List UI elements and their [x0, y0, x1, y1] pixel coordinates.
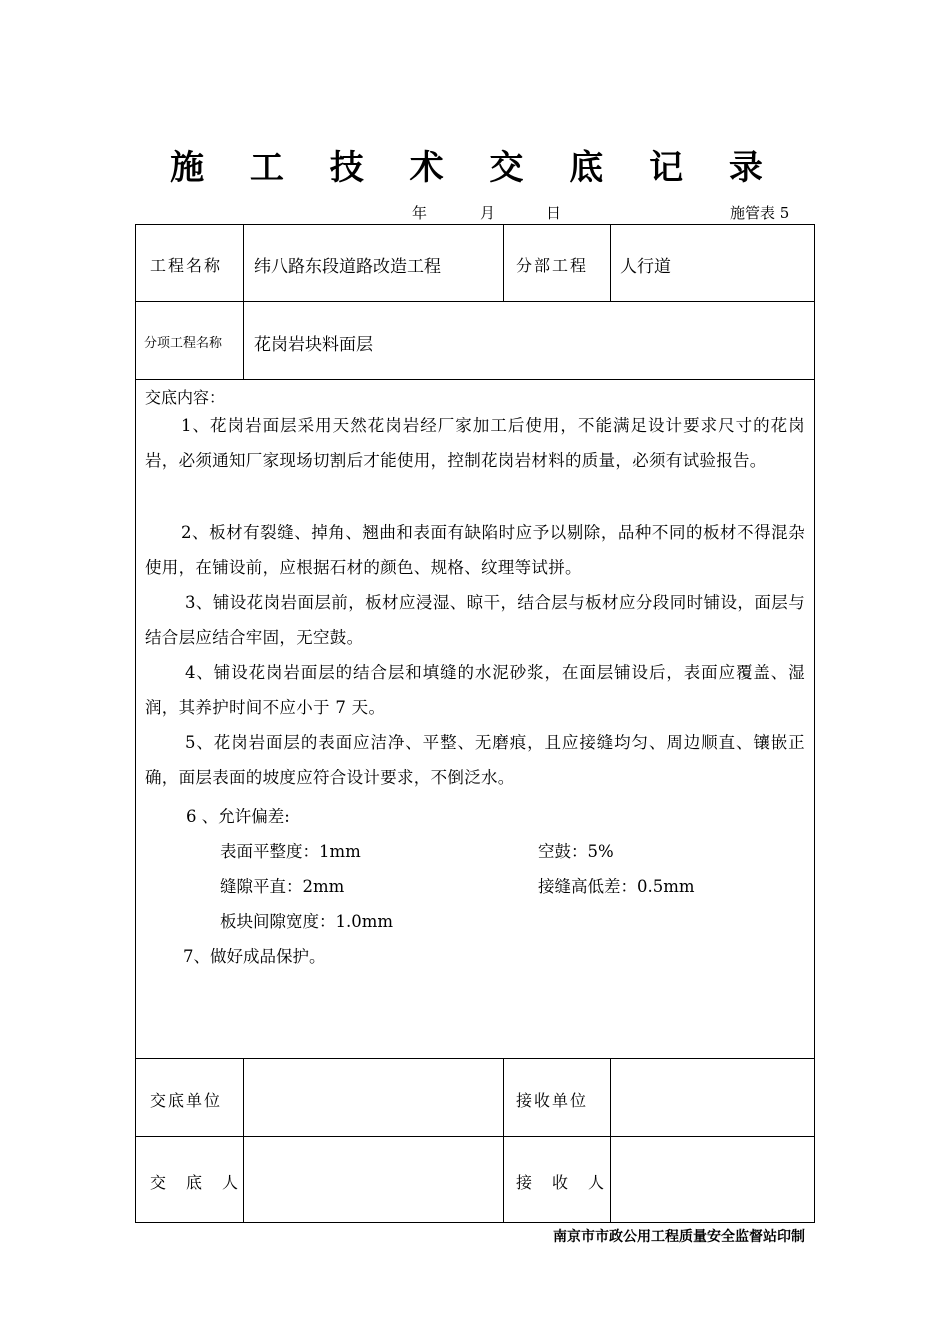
- paragraph-4: 4、铺设花岗岩面层的结合层和填缝的水泥砂浆，在面层铺设后，表面应覆盖、湿润，其养护时间不应小于 7 天。: [145, 663, 805, 717]
- project-name-label: 工程名称: [150, 256, 223, 275]
- paragraph-1: 1、花岗岩面层采用天然花岗岩经厂家加工后使用，不能满足设计要求尺寸的花岗岩，必须通知厂家现场切割后才能使用，控制花岗岩材料的质量，必须有试验报告。: [145, 416, 805, 470]
- row-divider: [135, 1058, 815, 1059]
- receiver-unit-label: 接收单位: [516, 1091, 589, 1110]
- date-year-label: 年: [412, 204, 428, 222]
- sub-project-value: 人行道: [620, 257, 671, 277]
- column-divider: [610, 224, 611, 301]
- page-title: 施 工 技 术 交 底 记 录: [170, 148, 780, 188]
- paragraph-3: 3、铺设花岗岩面层前，板材应浸湿、晾干，结合层与板材应分段同时铺设，面层与结合层应结合牢固，无空鼓。: [145, 593, 805, 647]
- tolerance-heading: 6 、允许偏差:: [186, 807, 290, 826]
- tolerance-flatness: 表面平整度：1mm: [220, 842, 361, 861]
- column-divider: [243, 224, 244, 379]
- form-code: 施管表 5: [730, 204, 790, 222]
- issuer-person-label: 交 底 人: [150, 1173, 241, 1192]
- column-divider: [243, 1058, 244, 1223]
- row-divider: [135, 379, 815, 380]
- printer-footer: 南京市市政公用工程质量安全监督站印制: [553, 1229, 805, 1245]
- paragraph-2: 2、板材有裂缝、掉角、翘曲和表面有缺陷时应予以剔除，品种不同的板材不得混杂使用，在铺设前，应根据石材的颜色、规格、纹理等试拼。: [145, 523, 805, 577]
- item-project-value: 花岗岩块料面层: [254, 335, 373, 355]
- row-divider: [135, 1136, 815, 1137]
- content-heading: 交底内容：: [145, 388, 226, 407]
- receiver-person-label: 接 收 人: [516, 1173, 607, 1192]
- paragraph-7: 7、做好成品保护。: [183, 947, 326, 966]
- date-month-label: 月: [480, 204, 496, 222]
- date-day-label: 日: [546, 204, 562, 222]
- column-divider: [610, 1058, 611, 1223]
- paragraph-5: 5、花岗岩面层的表面应洁净、平整、无磨痕，且应接缝均匀、周边顺直、镶嵌正确，面层表面的坡度应符合设计要求，不倒泛水。: [145, 733, 805, 787]
- column-divider: [503, 224, 504, 301]
- tolerance-hollow: 空鼓：5%: [538, 842, 614, 861]
- issuer-unit-label: 交底单位: [150, 1091, 223, 1110]
- tolerance-joint-straight: 缝隙平直：2mm: [220, 877, 345, 896]
- column-divider: [503, 1058, 504, 1223]
- row-divider: [135, 301, 815, 302]
- tolerance-gap-width: 板块间隙宽度：1.0mm: [220, 912, 394, 931]
- tolerance-joint-height: 接缝高低差：0.5mm: [538, 877, 695, 896]
- project-name-value: 纬八路东段道路改造工程: [254, 257, 441, 277]
- sub-project-label: 分部工程: [516, 256, 589, 275]
- item-project-label: 分项工程名称: [144, 336, 223, 351]
